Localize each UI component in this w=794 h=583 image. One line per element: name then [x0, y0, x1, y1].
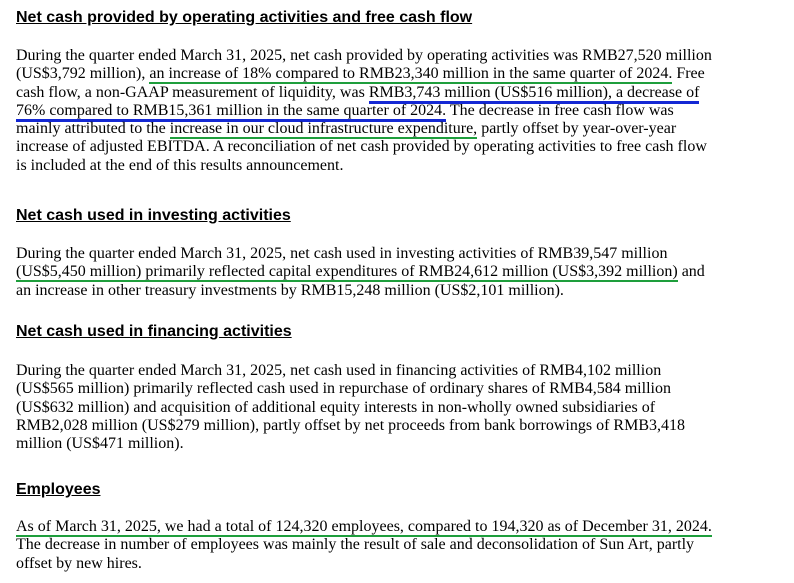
text-run: is included at the end of this results announcement.: [16, 156, 344, 174]
text-run: The decrease in number of employees was mainly the result of sale and deconsolidation of Sun Art, partly: [16, 536, 695, 554]
heading-operating-activities: Net cash provided by operating activities and free cash flow: [16, 9, 473, 26]
text-line: [16, 435, 788, 453]
text-run: an increase in other treasury investments by RMB15,248 million (US$2,101 million).: [16, 281, 564, 299]
heading-investing-activities: Net cash used in investing activities: [16, 207, 291, 224]
text-run: During the quarter ended March 31, 2025, net cash used in investing activities of RMB39,547 million: [16, 245, 668, 262]
text-run: partly offset by year-over-year: [477, 120, 677, 138]
text-run: The decrease in free cash flow was: [446, 101, 674, 119]
text-line: [16, 380, 788, 398]
text-line: [16, 102, 788, 120]
highlight-blue-free-cash-flow-decrease: 76% compared to RMB15,361 million in the same quarter of 2024.: [16, 102, 446, 122]
text-run: mainly attributed to the: [16, 120, 170, 138]
text-run: (US$3,792 million),: [16, 65, 150, 83]
text-run: (US$565 million) primarily reflected cash used in repurchase of ordinary shares of RMB4,584 million: [16, 380, 671, 398]
paragraph-operating-activities: [16, 47, 788, 175]
text-line: [16, 84, 788, 102]
text-line: [16, 362, 788, 380]
heading-employees: Employees: [16, 481, 101, 498]
heading-financing-activities: Net cash used in financing activities: [16, 323, 292, 340]
text-run: During the quarter ended March 31, 2025, net cash provided by operating activities was RMB27,520 million: [16, 47, 712, 64]
paragraph-employees: [16, 518, 788, 573]
text-run: Free: [672, 65, 705, 83]
text-run: and: [677, 263, 705, 281]
text-run: cash flow, a non-GAAP measurement of liquidity, was: [16, 83, 369, 101]
text-run: (US$632 million) and acquisition of additional equity interests in non-wholly owned subsidiaries of: [16, 398, 656, 416]
text-line: [16, 263, 788, 281]
highlight-green-operating-increase: an increase of 18% compared to RMB23,340 million in the same quarter of 2024.: [149, 65, 673, 83]
text-line: [16, 120, 788, 138]
text-line: [16, 399, 788, 417]
text-run: offset by new hires.: [16, 554, 142, 572]
paragraph-financing-activities: [16, 362, 788, 453]
highlight-green-employee-count: As of March 31, 2025, we had a total of 124,320 employees, compared to 194,320 as of December 31, 2024.: [16, 518, 712, 535]
text-line: [16, 157, 788, 175]
text-line: [16, 518, 788, 536]
text-line: [16, 555, 788, 573]
paragraph-investing-activities: [16, 245, 788, 300]
highlight-green-capital-expenditures: (US$5,450 million) primarily reflected capital expenditures of RMB24,612 million (US$3,392 million): [16, 263, 678, 281]
text-line: [16, 65, 788, 83]
text-run: RMB2,028 million (US$279 million), partly offset by net proceeds from bank borrowings of RMB3,418: [16, 416, 685, 434]
text-line: [16, 245, 788, 263]
text-run: During the quarter ended March 31, 2025, net cash used in financing activities of RMB4,102 million: [16, 362, 662, 379]
text-line: [16, 282, 788, 300]
text-line: [16, 417, 788, 435]
text-line: [16, 47, 788, 65]
text-run: million (US$471 million).: [16, 435, 184, 453]
text-run: increase of adjusted EBITDA. A reconciliation of net cash provided by operating activities to free cash flow: [16, 138, 707, 156]
highlight-blue-free-cash-flow: RMB3,743 million (US$516 million), a decrease of: [369, 84, 700, 104]
text-line: [16, 536, 788, 554]
text-line: [16, 138, 788, 156]
highlight-green-cloud-expenditure: increase in our cloud infrastructure expenditure,: [169, 120, 478, 138]
